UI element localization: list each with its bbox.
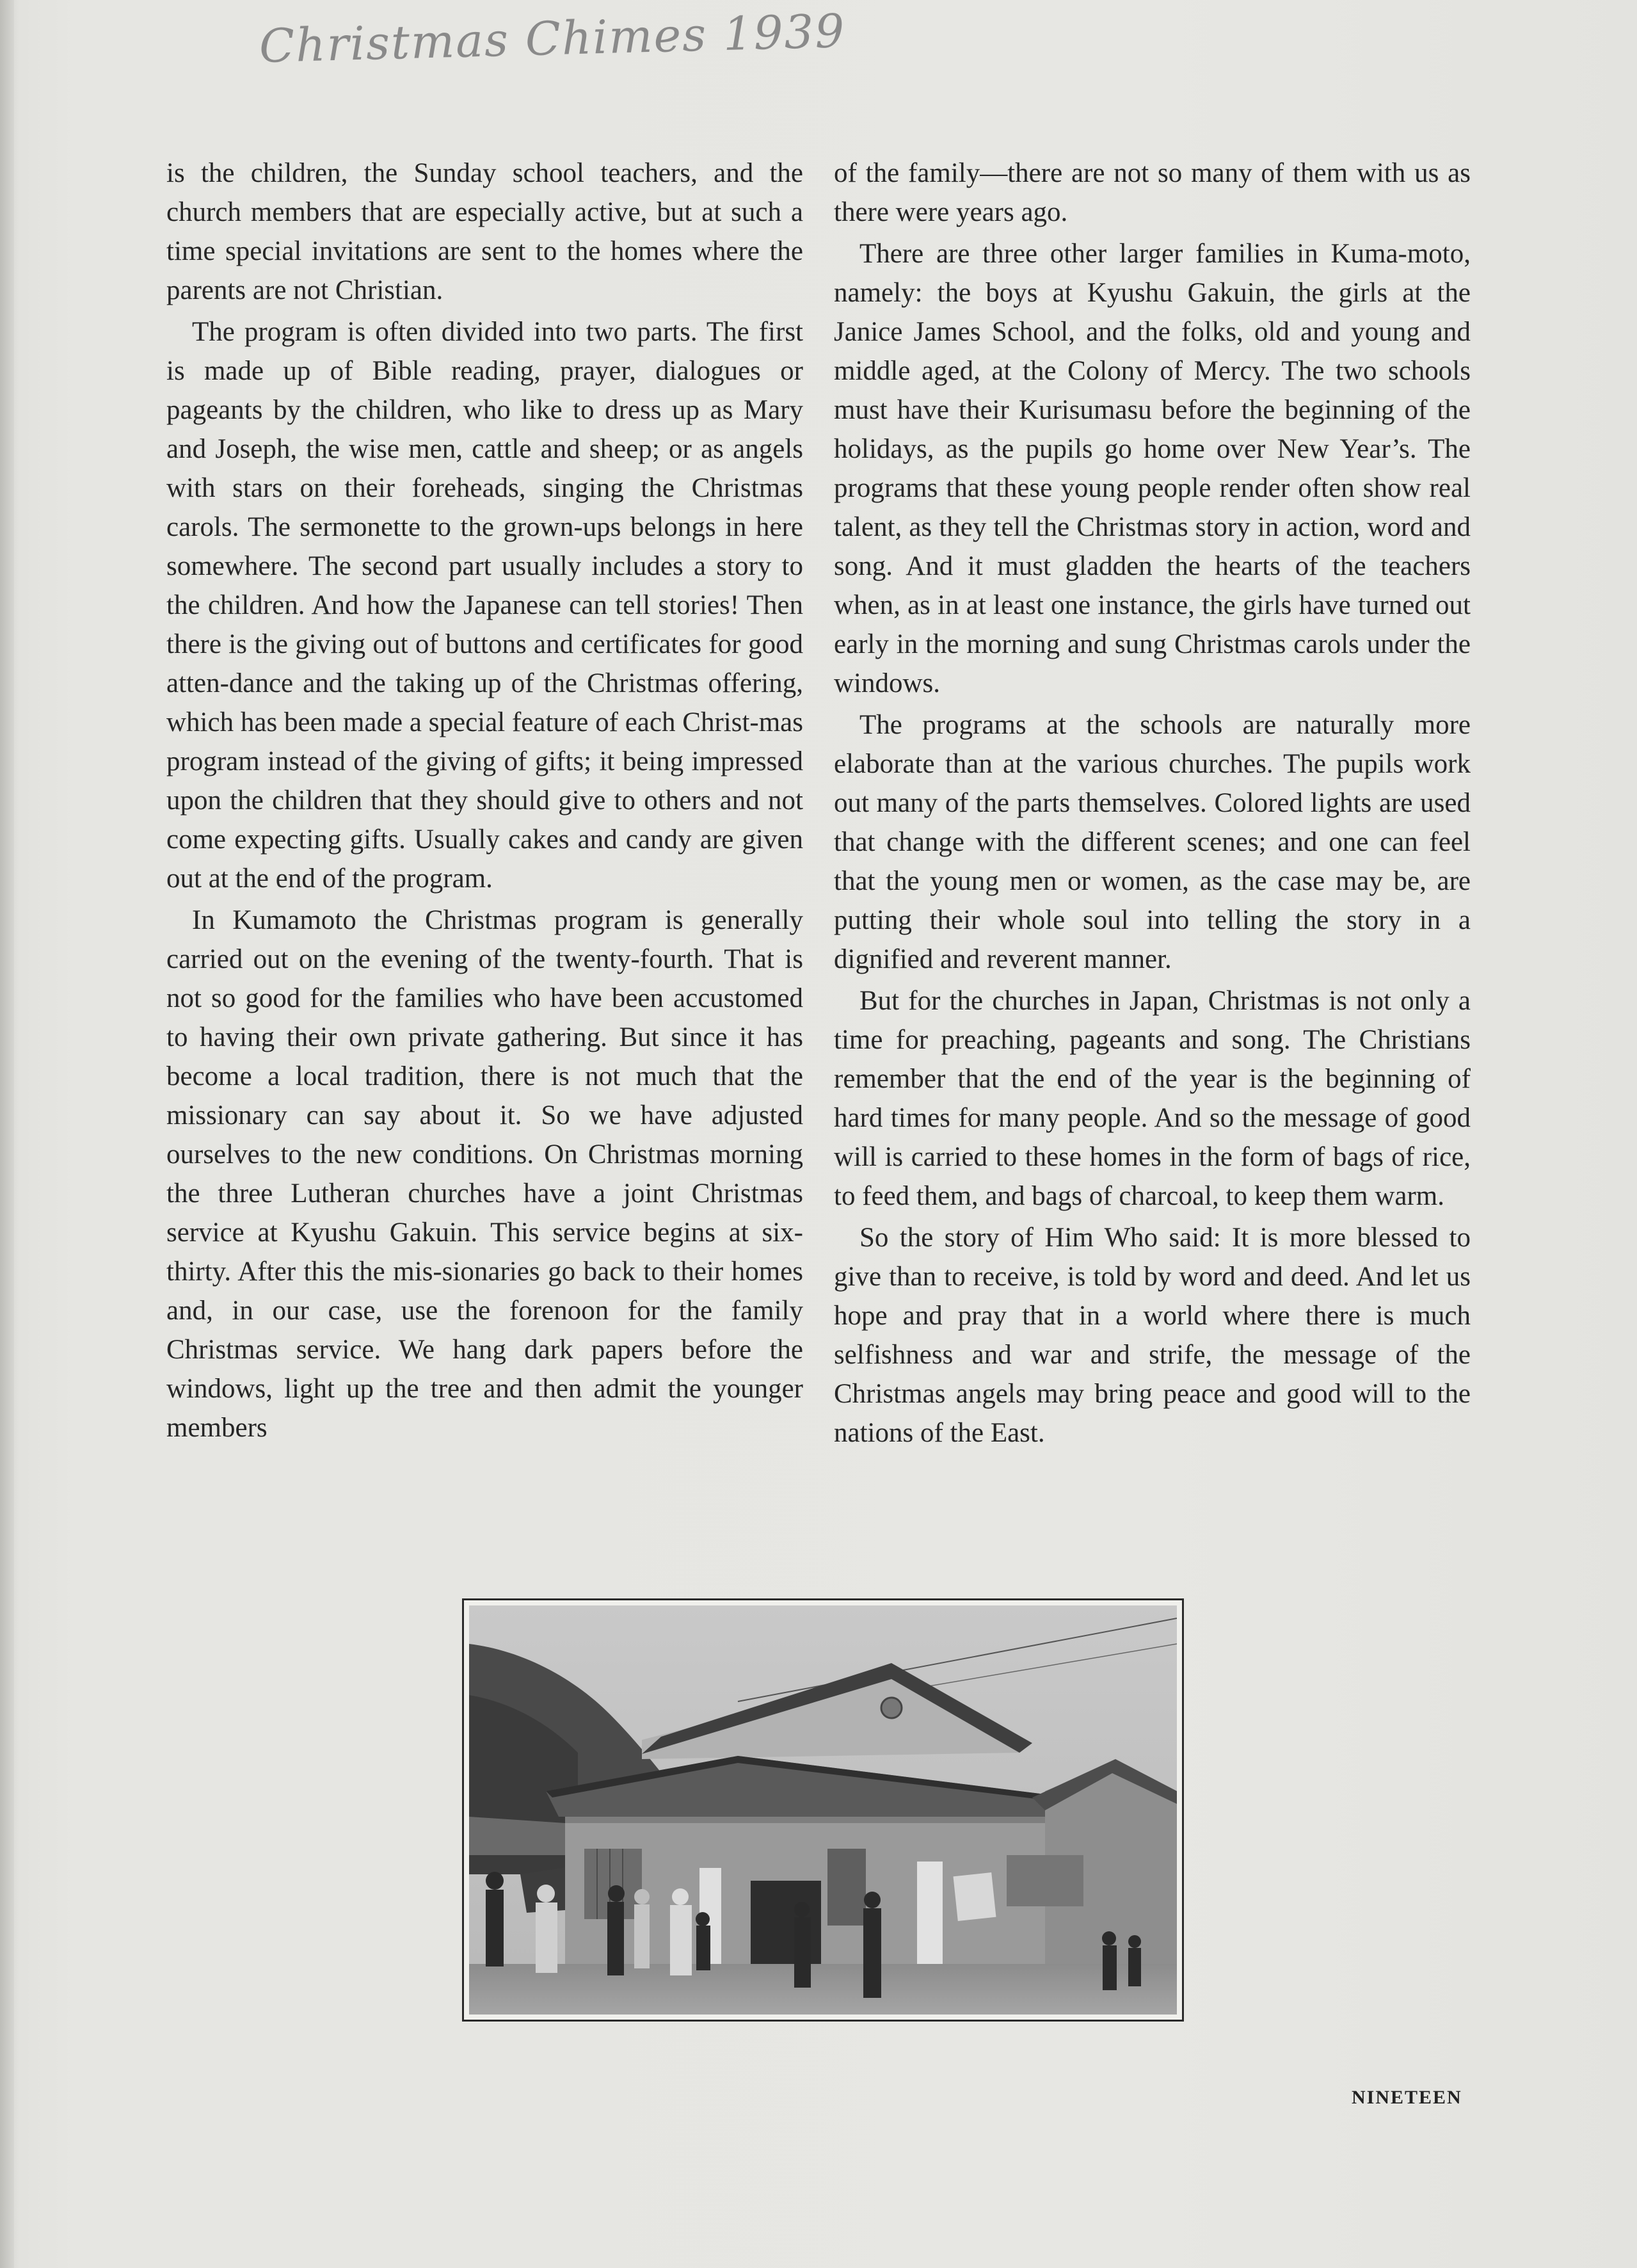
page-edge: [0, 0, 14, 2268]
page-number: NINETEEN: [1352, 2087, 1462, 2108]
church-building-photo: [469, 1605, 1177, 2015]
left-column: [166, 154, 803, 1450]
paragraph: of the family—there are not so many of them with us as there were years ago.: [834, 158, 1471, 227]
paragraph: is the children, the Sunday school teachers, and the church members that are especially active, but at such a time special invitations are sent to the homes where the parents are not Christian.: [166, 158, 803, 305]
paragraph: So the story of Him Who said: It is more blessed to give than to receive, is told by word and deed. And let us hope and pray that in a world where there is much selfishness and war and strife, the message of the Christmas angels may bring peace and good will to the nations of the East.: [834, 1223, 1471, 1448]
right-column: [834, 154, 1471, 1455]
paragraph: But for the churches in Japan, Christmas is not only a time for preaching, pageants and song. The Christians remember that the end of the year is the beginning of hard times for many people. And so the message of good will is carried to these homes in the form of bags of rice, to feed them, and bags of charcoal, to keep them warm.: [834, 986, 1471, 1211]
paragraph: There are three other larger families in Kuma-moto, namely: the boys at Kyushu Gakuin, the girls at the Janice James School, and the folks, old and young and middle aged, at the Colony of Mercy. The two schools must have their Kurisumasu before the beginning of the holidays, as the pupils go home over New Year’s. The programs that these young people render often show real talent, as they tell the Christmas story in action, word and song. And it must gladden the hearts of the teachers when, as in at least one instance, the girls have turned out early in the morning and sung Christmas carols under the windows.: [834, 239, 1471, 698]
photo-frame: [462, 1598, 1184, 2022]
paragraph: The programs at the schools are naturally more elaborate than at the various churches. The pupils work out many of the parts themselves. Colored lights are used that change with the different scenes; and one can feel that the young men or women, as the case may be, are putting their whole soul into telling the story in a dignified and reverent manner.: [834, 710, 1471, 974]
handwritten-annotation: Christmas Chimes 1939: [259, 4, 847, 73]
photo-illustration: [469, 1605, 1177, 2015]
paragraph: In Kumamoto the Christmas program is generally carried out on the evening of the twenty-fourth. That is not so good for the families who have been accustomed to having their own private gathering. But since it has become a local tradition, there is not much that the missionary can say about it. So we have adjusted ourselves to the new conditions. On Christmas morning the three Lutheran churches have a joint Christmas service at Kyushu Gakuin. This service begins at six-thirty. After this the mis-sionaries go back to their homes and, in our case, use the forenoon for the family Christmas service. We hang dark papers before the windows, light up the tree and then admit the younger members: [166, 905, 803, 1443]
paragraph: The program is often divided into two parts. The first is made up of Bible reading, prayer, dialogues or pageants by the children, who like to dress up as Mary and Joseph, the wise men, cattle and sheep; or as angels with stars on their foreheads, singing the Christmas carols. The sermonette to the grown-ups belongs in here somewhere. The second part usually includes a story to the children. And how the Japanese can tell stories! Then there is the giving out of buttons and certificates for good atten-dance and the taking up of the Christmas offering, which has been made a special feature of each Christ-mas program instead of the giving of gifts; it being impressed upon the children that they should give to others and not come expecting gifts. Usually cakes and candy are given out at the end of the program.: [166, 317, 803, 894]
